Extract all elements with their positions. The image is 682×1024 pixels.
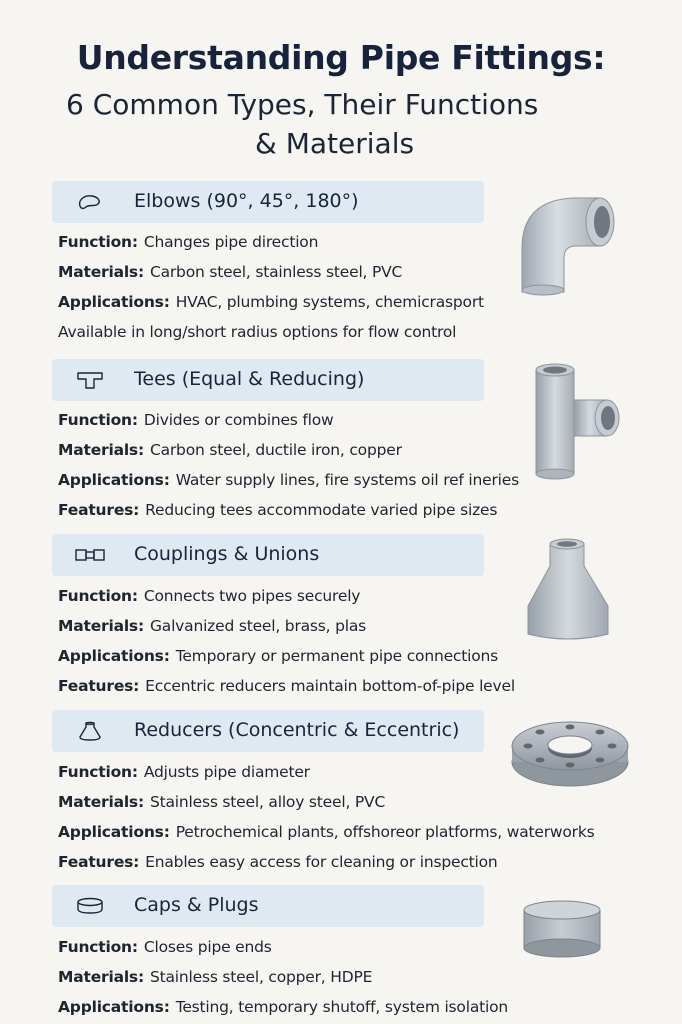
applications-line — [58, 998, 508, 1016]
line-key: Function: — [58, 411, 138, 429]
line-text: Carbon steel, ductile iron, copper — [149, 441, 402, 459]
page-title-line-2: 6 Common Types, Their Functions — [66, 88, 539, 121]
tee-icon — [74, 370, 106, 390]
line-key: Materials: — [58, 263, 144, 281]
section-heading: Reducers (Concentric & Eccentric) — [134, 719, 460, 741]
line-text: Changes pipe direction — [143, 233, 319, 251]
line-key: Features: — [58, 677, 140, 695]
cap-icon — [74, 896, 106, 916]
line-text: Available in long/short radius options for flow control — [58, 323, 457, 341]
line-text: Closes pipe ends — [143, 938, 272, 956]
section-heading: Tees (Equal & Reducing) — [134, 368, 365, 390]
materials-line — [58, 263, 402, 281]
applications-line — [58, 647, 498, 665]
line-key: Materials: — [58, 793, 144, 811]
line-key: Applications: — [58, 823, 170, 841]
line-text: Reducing tees accommodate varied pipe sizes — [145, 501, 498, 519]
note-line — [58, 323, 456, 341]
applications-line — [58, 823, 595, 841]
page-title-line-3: & Materials — [255, 127, 415, 160]
function-line — [58, 233, 318, 251]
line-text: Water supply lines, fire systems oil ref ineries — [175, 471, 519, 489]
line-key: Features: — [58, 501, 140, 519]
line-key: Applications: — [58, 647, 170, 665]
line-text: HVAC, plumbing systems, chemicrasport — [175, 293, 484, 311]
line-text: Petrochemical plants, offshoreor platforms, waterworks — [175, 823, 595, 841]
reducer-icon — [74, 721, 106, 741]
line-key: Applications: — [58, 998, 170, 1016]
line-key: Materials: — [58, 617, 144, 635]
line-key: Materials: — [58, 968, 144, 986]
section-heading: Couplings & Unions — [134, 543, 320, 565]
line-text: Galvanized steel, brass, plas — [149, 617, 367, 635]
line-key: Function: — [58, 233, 138, 251]
materials-line — [58, 441, 402, 459]
line-text: Stainless steel, alloy steel, PVC — [149, 793, 386, 811]
materials-line — [58, 793, 385, 811]
line-text: Connects two pipes securely — [143, 587, 361, 605]
applications-line — [58, 471, 519, 489]
line-text: Divides or combines flow — [143, 411, 334, 429]
section-heading-banner — [52, 534, 484, 576]
features-line — [58, 501, 497, 519]
line-key: Function: — [58, 938, 138, 956]
section-heading: Caps & Plugs — [134, 894, 259, 916]
line-key: Applications: — [58, 293, 170, 311]
section-heading-banner — [52, 359, 484, 401]
line-text: Testing, temporary shutoff, system isolation — [175, 998, 509, 1016]
reducer-fitting-illustration — [522, 536, 614, 646]
line-key: Function: — [58, 587, 138, 605]
coupling-icon — [74, 545, 106, 565]
function-line — [58, 411, 334, 429]
features-line — [58, 677, 515, 695]
section-heading: Elbows (90°, 45°, 180°) — [134, 190, 359, 212]
flange-illustration — [508, 712, 632, 792]
line-text: Enables easy access for cleaning or inspection — [145, 853, 498, 871]
elbow-fitting-illustration — [514, 188, 620, 296]
line-key: Applications: — [58, 471, 170, 489]
function-line — [58, 938, 272, 956]
line-key: Features: — [58, 853, 140, 871]
features-line — [58, 853, 498, 871]
function-line — [58, 587, 360, 605]
line-key: Materials: — [58, 441, 144, 459]
cap-fitting-illustration — [520, 898, 604, 960]
tee-fitting-illustration — [530, 362, 626, 480]
line-text: Carbon steel, stainless steel, PVC — [149, 263, 403, 281]
applications-line — [58, 293, 484, 311]
line-text: Stainless steel, copper, HDPE — [149, 968, 373, 986]
line-text: Adjusts pipe diameter — [143, 763, 310, 781]
materials-line — [58, 617, 366, 635]
line-text: Temporary or permanent pipe connections — [175, 647, 499, 665]
elbow-icon — [74, 192, 106, 212]
section-heading-banner — [52, 710, 484, 752]
section-heading-banner — [52, 885, 484, 927]
section-heading-banner — [52, 181, 484, 223]
line-text: Eccentric reducers maintain bottom-of-pipe level — [145, 677, 515, 695]
line-key: Function: — [58, 763, 138, 781]
page-title-line-1: Understanding Pipe Fittings: — [76, 38, 606, 77]
materials-line — [58, 968, 372, 986]
function-line — [58, 763, 310, 781]
